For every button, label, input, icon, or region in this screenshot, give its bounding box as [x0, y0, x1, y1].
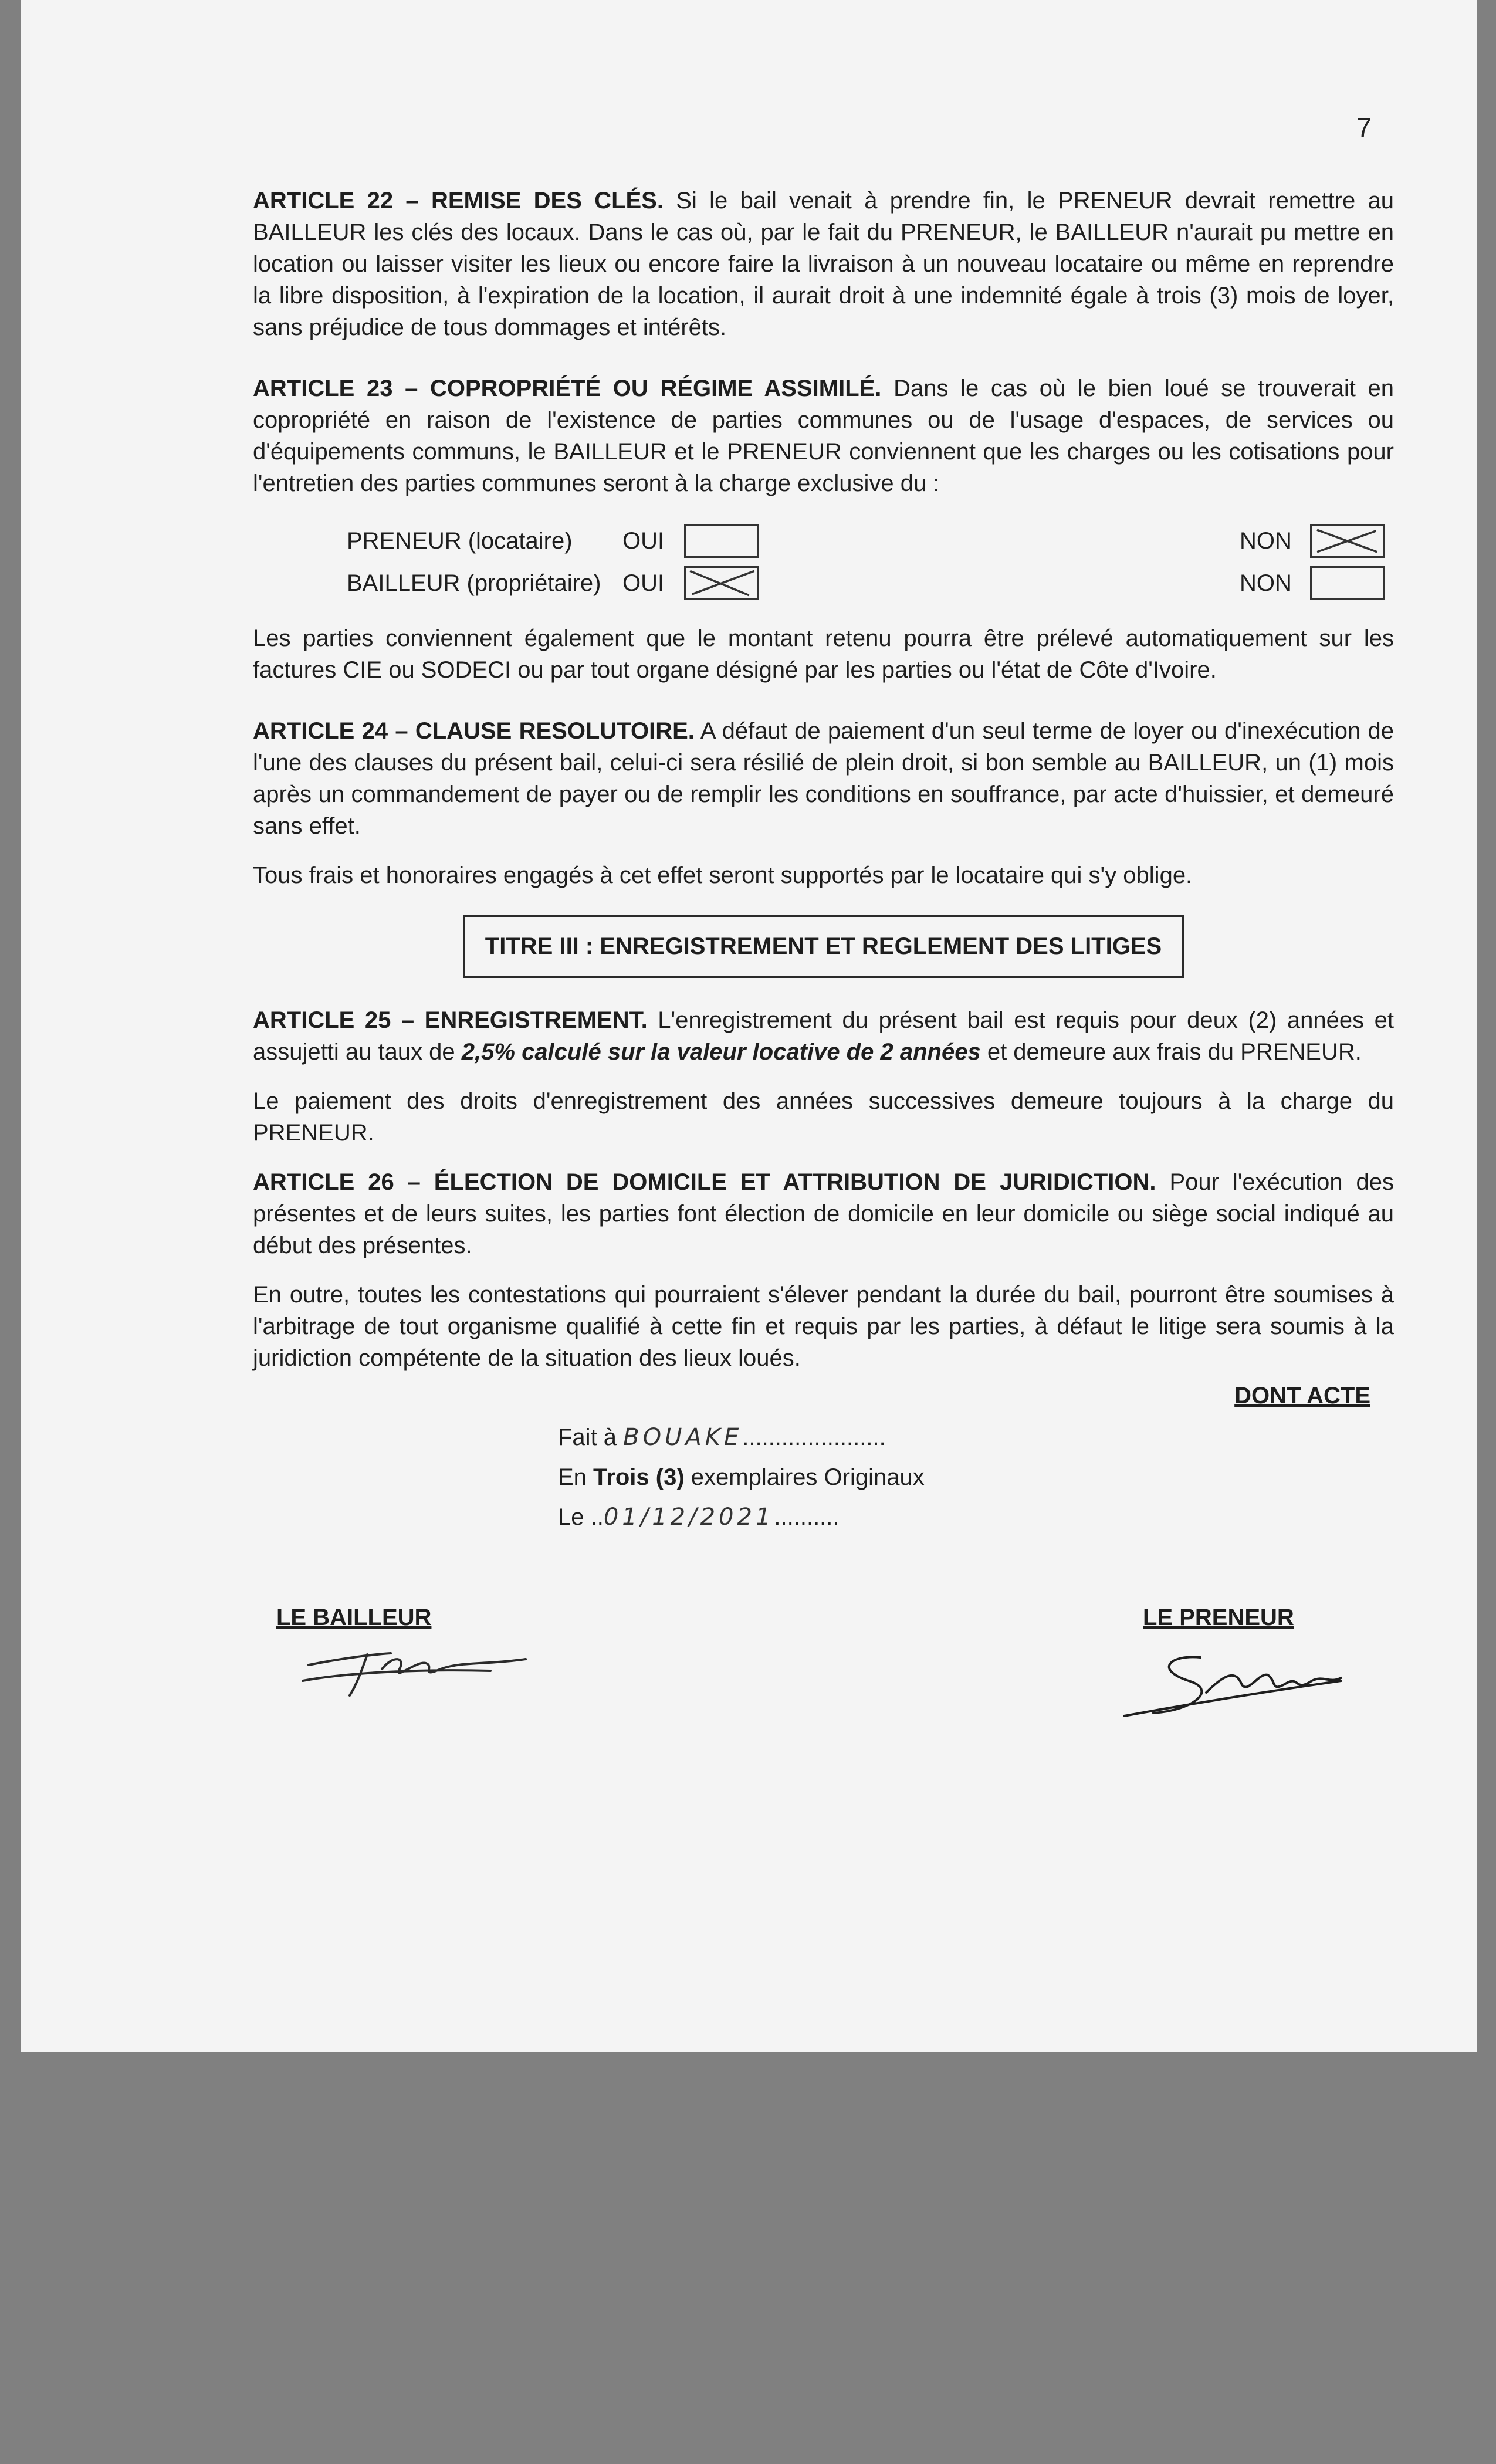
- check-cross-icon: [686, 568, 757, 598]
- article-24-text: A défaut de paiement d'un seul terme de loyer ou d'inexécution de l'une des clauses du présent bail, celui-ci sera résilié de plein droit, si bon semble au BAILLEUR, un (1) mois après un commandement de payer ou de remplir les conditions en souffrance, par acte d'huissier, et demeuré sans effet.: [253, 718, 1394, 839]
- en-bold: Trois (3): [593, 1464, 685, 1490]
- article-25-text2: Le paiement des droits d'enregistrement des années successives demeure toujours à la charge du PRENEUR.: [253, 1088, 1394, 1146]
- article-25-text-bold: 2,5% calculé sur la valeur locative de 2 années: [461, 1039, 981, 1065]
- article-23-heading: ARTICLE 23 – COPROPRIÉTÉ OU RÉGIME ASSIMILÉ.: [253, 375, 882, 401]
- article-26-text: Pour l'exécution des présentes et de leurs suites, les parties font élection de domicile en leur domicile ou siège social indiqué au début des présentes.: [253, 1169, 1395, 1258]
- preneur-signature-label: LE PRENEUR: [1143, 1605, 1294, 1630]
- choice-oui-label: OUI: [622, 570, 665, 596]
- article-22: [253, 185, 1394, 343]
- le-dots: ..........: [774, 1504, 840, 1530]
- checkbox-bailleur-non[interactable]: [1310, 566, 1385, 600]
- article-22-heading: ARTICLE 22 – REMISE DES CLÉS.: [253, 188, 664, 214]
- le-value: 01/12/2021: [603, 1504, 774, 1531]
- choice-row-preneur: [347, 523, 1385, 559]
- fait-label: Fait à: [558, 1424, 624, 1450]
- page-number: 7: [1356, 112, 1372, 143]
- fait-value: BOUAKE: [623, 1424, 743, 1451]
- closing-block: [558, 1417, 1394, 1537]
- charges-choice-table: [253, 517, 1394, 605]
- checkbox-preneur-oui[interactable]: [684, 524, 759, 558]
- article-25-text-b: et demeure aux frais du PRENEUR.: [980, 1039, 1362, 1065]
- article-25-text-a: L'enregistrement du présent bail est requis pour deux (2) années et assujetti au taux de: [253, 1007, 1394, 1065]
- choice-non-label: NON: [1240, 570, 1292, 596]
- document-page: [21, 0, 1477, 2052]
- article-23-text: Dans le cas où le bien loué se trouverait en copropriété en raison de l'existence de parties communes ou de l'usage d'espaces, de services ou d'équipements communs, le BAILLEUR et le PRENEUR conviennent que les charges ou les cotisations pour l'entretien des parties communes seront à la charge exclusive du :: [253, 375, 1394, 496]
- article-24-text2: Tous frais et honoraires engagés à cet effet seront supportés par le locataire qui s'y oblige.: [253, 862, 1193, 888]
- article-23: [253, 373, 1394, 499]
- preneur-signature: [1118, 1640, 1365, 1728]
- titre-iii-heading: TITRE III : ENREGISTREMENT ET REGLEMENT DES LITIGES: [485, 933, 1162, 959]
- choice-oui-label: OUI: [622, 528, 665, 554]
- article-24-heading: ARTICLE 24 – CLAUSE RESOLUTOIRE.: [253, 718, 695, 744]
- le-label: Le ..: [558, 1504, 604, 1530]
- bailleur-signature-label: LE BAILLEUR: [276, 1605, 432, 1630]
- titre-iii-box: [463, 915, 1184, 978]
- checkbox-preneur-non[interactable]: [1310, 524, 1385, 558]
- article-26-heading: ARTICLE 26 – ÉLECTION DE DOMICILE ET ATTRIBUTION DE JURIDICTION.: [253, 1169, 1156, 1195]
- document-body: [253, 185, 1394, 1537]
- en-rest: exemplaires Originaux: [684, 1464, 925, 1490]
- date-line: [558, 1497, 1394, 1537]
- article-25-heading: ARTICLE 25 – ENREGISTREMENT.: [253, 1007, 648, 1033]
- choice-non-label: NON: [1240, 528, 1292, 554]
- article-26: [253, 1166, 1394, 1261]
- article-26-text2: En outre, toutes les contestations qui pourraient s'élever pendant la durée du bail, pourront être soumises à l'arbitrage de tout organisme qualifié à cette fin et requis par les parties, à défaut le litige sera soumis à la juridiction compétente de la situation des lieux loués.: [253, 1282, 1394, 1371]
- article-22-text: Si le bail venait à prendre fin, le PRENEUR devrait remettre au BAILLEUR les clés des locaux. Dans le cas où, par le fait du PRENEUR, le BAILLEUR n'aurait pu mettre en location ou laisser visiter les lieux ou encore faire la livraison à un nouveau locataire ou même en reprendre la libre disposition, à l'expiration de la location, il aurait droit à une indemnité égale à trois (3) mois de loyer, sans préjudice de tous dommages et intérêts.: [253, 188, 1395, 340]
- article-24: [253, 715, 1394, 842]
- bailleur-signature: [279, 1637, 549, 1701]
- fait-line: [558, 1417, 1394, 1457]
- dont-acte: DONT ACTE: [1234, 1383, 1370, 1409]
- article-25: [253, 1004, 1394, 1068]
- choice-label-preneur: PRENEUR (locataire): [347, 528, 573, 554]
- exemplaires-line: [558, 1457, 1394, 1497]
- article-23-text2: Les parties conviennent également que le montant retenu pourra être prélevé automatiquement sur les factures CIE ou SODECI ou par tout organe désigné par les parties ou l'état de Côte d'Ivoire.: [253, 625, 1394, 683]
- check-cross-icon: [1312, 526, 1383, 556]
- checkbox-bailleur-oui[interactable]: [684, 566, 759, 600]
- choice-label-bailleur: BAILLEUR (propriétaire): [347, 570, 601, 596]
- choice-row-bailleur: [347, 565, 1385, 601]
- fait-dots: ......................: [742, 1424, 886, 1450]
- en-label: En: [558, 1464, 594, 1490]
